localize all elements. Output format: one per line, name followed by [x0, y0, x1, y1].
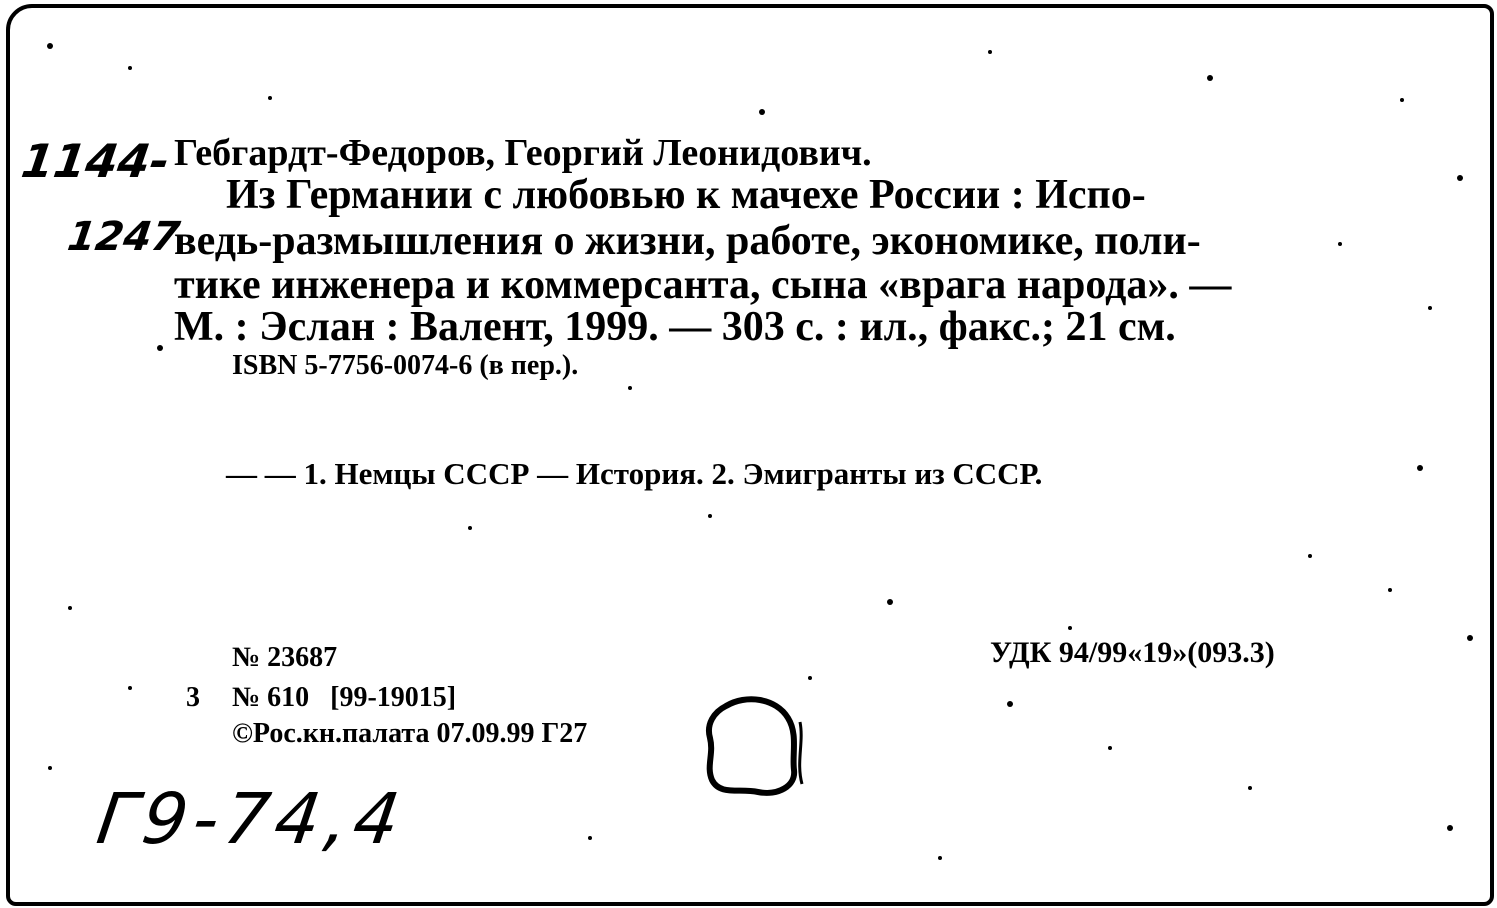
scan-noise — [10, 8, 1490, 902]
card-number: № 23687 — [232, 642, 338, 673]
copyright-line: ©Рос.кн.палата 07.09.99 Г27 — [232, 718, 588, 749]
isbn: ISBN 5-7756-0074-6 (в пер.). — [232, 350, 579, 381]
library-catalog-card — [6, 4, 1494, 906]
title-line-3: тике инженера и коммерсанта, сына «врага народа». — — [174, 262, 1232, 308]
number-prefix: 3 — [186, 682, 200, 713]
registry-number: № 610 [99-19015] — [232, 682, 457, 713]
title-line-2: ведь-размышления о жизни, работе, экономике, поли- — [174, 218, 1201, 264]
imprint-line: М. : Эслан : Валент, 1999. — 303 с. : ил., факс.; 21 см. — [174, 304, 1176, 350]
subject-headings: — — 1. Немцы СССР — История. 2. Эмигранты из СССР. — [226, 456, 1043, 491]
udk-classification: УДК 94/99«19»(093.3) — [990, 636, 1275, 669]
handwritten-classification: Г9-74,4 — [92, 778, 411, 860]
author-heading: Гебгардт-Федоров, Георгий Леонидович. — [174, 132, 872, 174]
handwritten-shelf-mark-bottom: 1247 — [64, 214, 183, 260]
title-line-1: Из Германии с любовью к мачехе России : Испо- — [226, 172, 1146, 218]
handwritten-shelf-mark-top: 1144- — [18, 134, 173, 188]
